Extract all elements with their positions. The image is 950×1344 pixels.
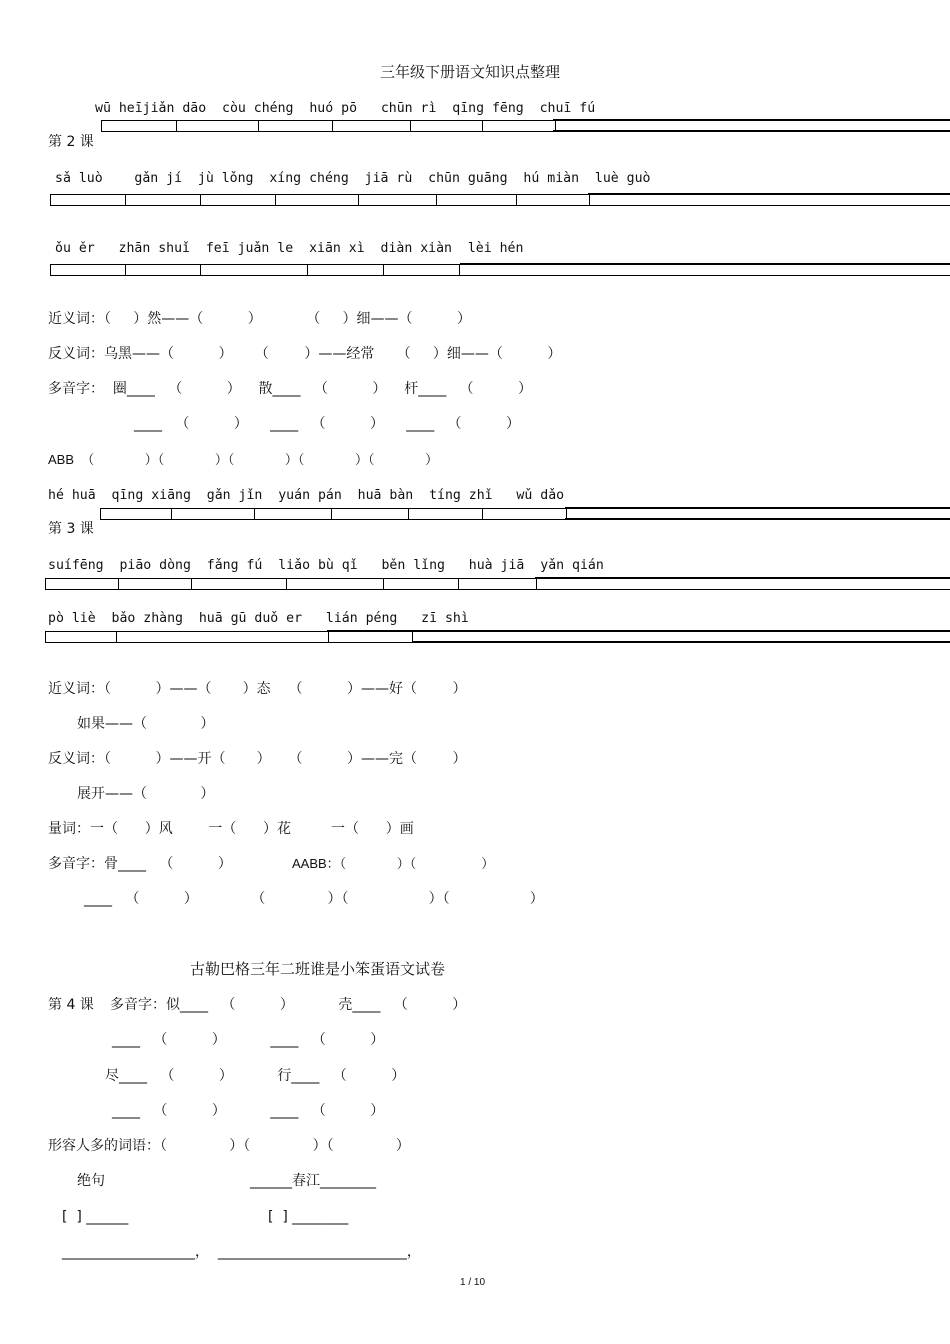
poem-line-blank: ___________________， ___________________________， [62,1244,421,1260]
pinyin-row: pò liè bǎo zhàng huā gū duǒ er lián péng zī shì [48,611,469,626]
doc-title: 三年级下册语文知识点整理 [380,63,561,81]
polyphone-line: ____ （ ） ____ （ ） [112,1103,385,1119]
grid-overflow-line [535,577,950,579]
aabb-line: AABB：（ ）（ ） [292,856,495,871]
pinyin-row: suífēng piāo dòng fǎng fú liǎo bù qǐ běn lǐng huà jiā yǎn qián [48,558,604,573]
polyphone-line: ____ （ ） ____ （ ） ____ （ ） [134,416,521,432]
abb-line: ABB （ ）（ ）（ ）（ ）（ ） [48,452,439,467]
antonyms-line: 展开——（ ） [77,786,215,802]
poem-author-blank: [ ] ________ [268,1209,349,1225]
synonyms-line: 近义词：（ ）然——（ ） （ ）细——（ ） [48,311,472,327]
polyphone-line: 尽____ （ ） 行____ （ ） [105,1068,406,1084]
measure-words-line: 量词：一（ ）风 一（ ）花 一（ ）画 [48,821,414,837]
grid-overflow-line [327,630,950,632]
polyphone-line: ____ （ ） （ ）（ ）（ ） [84,891,544,907]
antonyms-line: 反义词：（ ）——开（ ） （ ）——完（ ） [48,751,467,767]
grid-overflow-line [553,130,950,132]
pinyin-row: wū heījiǎn dāo còu chéng huó pō chūn rì qīng fēng chuī fú [95,101,596,116]
poem-title: ______春江________ [250,1173,376,1189]
lesson-label: 第 4 课 [48,997,94,1013]
section-heading: 古勒巴格三年二班谁是小笨蛋语文试卷 [190,960,446,978]
grid-overflow-line [553,119,950,121]
writing-grid [50,194,950,206]
pinyin-row: sǎ luò gǎn jí jù lǒng xíng chéng jiā rù chūn guāng hú miàn luè guò [55,171,651,186]
writing-grid [50,264,950,276]
poem-author-blank: [ ] ______ [62,1209,129,1225]
grid-overflow-line [460,263,950,265]
polyphone-line: 多音字：似____ （ ） 壳____ （ ） [110,997,467,1013]
crowd-words-line: 形容人多的词语：（ ）（ ）（ ） [48,1138,410,1154]
polyphone-line: ____ （ ） ____ （ ） [112,1032,385,1048]
grid-overflow-line [588,193,950,195]
writing-grid [45,578,950,590]
grid-overflow-line [412,641,950,643]
antonyms-line: 反义词：乌黑——（ ） （ ）——经常 （ ）细——（ ） [48,346,562,362]
writing-grid [101,120,561,132]
synonyms-line: 如果——（ ） [77,716,215,732]
poem-title: 绝句 [77,1173,105,1189]
pinyin-row: hé huā qīng xiāng gǎn jǐn yuán pán huā bàn tíng zhǐ wǔ dǎo [48,488,565,503]
synonyms-line: 近义词：（ ）——（ ）态 （ ）——好（ ） [48,681,467,697]
polyphone-line: 多音字： 圈____ （ ） 散____ （ ） 杆____ （ ） [48,381,533,397]
grid-overflow-line [565,507,950,509]
writing-grid [100,508,570,520]
polyphone-line: 多音字：骨____ （ ） [48,856,232,872]
lesson-label: 第 2 课 [48,134,94,150]
grid-overflow-line [565,518,950,520]
lesson-label: 第 3 课 [48,521,94,537]
pinyin-row: ǒu ěr zhān shuǐ feī juǎn le xiān xì diàn xiàn lèi hén [55,241,524,256]
page-number: 1 / 10 [460,1277,486,1288]
